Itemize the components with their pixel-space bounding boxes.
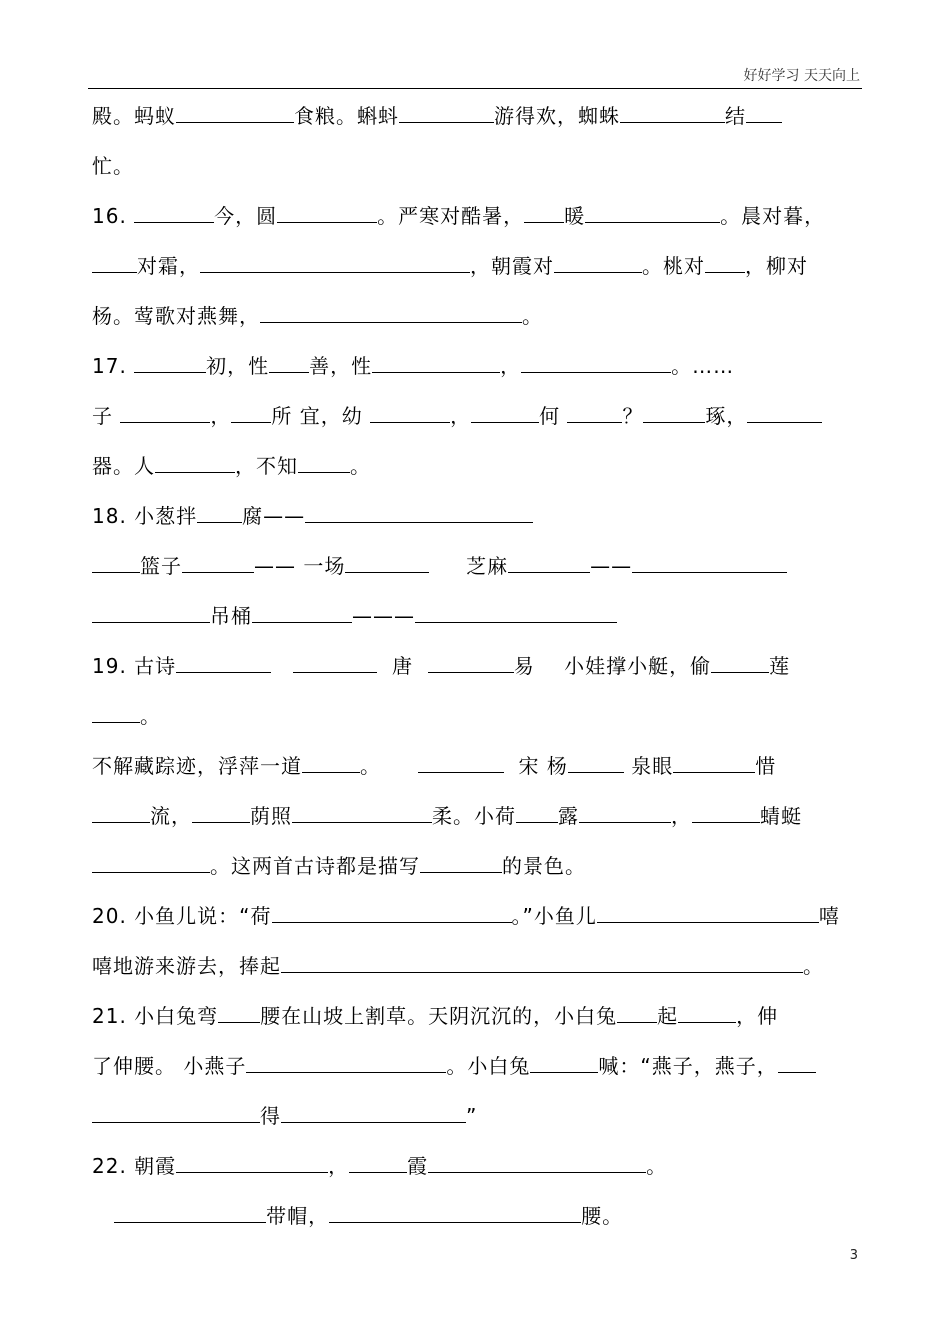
fill-in-blank[interactable]: [231, 398, 271, 423]
line-text: 莲: [769, 654, 791, 678]
fill-in-blank[interactable]: [673, 748, 755, 773]
line-text: 柔。小荷: [432, 804, 516, 828]
line-text: 。: [350, 454, 371, 478]
fill-in-blank[interactable]: [471, 398, 539, 423]
line-text: 子: [92, 404, 121, 428]
fill-in-blank[interactable]: [554, 248, 642, 273]
line-text: 腰在山坡上割草。天阴沉沉的，小白兔: [260, 1004, 618, 1028]
fill-in-blank[interactable]: [349, 1148, 407, 1173]
fill-in-blank[interactable]: [632, 548, 787, 573]
fill-in-blank[interactable]: [92, 1098, 260, 1123]
line-text: 喊：“燕子，燕子，: [598, 1054, 778, 1078]
worksheet-line: [92, 996, 862, 1046]
line-text: ——: [590, 554, 633, 578]
line-text: 唐: [377, 654, 428, 678]
fill-in-blank[interactable]: [200, 248, 470, 273]
worksheet-line: [92, 796, 862, 846]
fill-in-blank[interactable]: [678, 998, 736, 1023]
line-text: 16.: [92, 204, 135, 228]
line-text: [92, 1204, 114, 1228]
fill-in-blank[interactable]: [92, 698, 140, 723]
fill-in-blank[interactable]: [345, 548, 429, 573]
fill-in-blank[interactable]: [176, 1148, 328, 1173]
fill-in-blank[interactable]: [530, 1048, 598, 1073]
fill-in-blank[interactable]: [302, 748, 360, 773]
line-text: 。这两首古诗都是描写: [210, 854, 420, 878]
fill-in-blank[interactable]: [415, 598, 617, 623]
line-text: ，不知: [235, 454, 298, 478]
worksheet-line: [92, 496, 862, 546]
fill-in-blank[interactable]: [246, 1048, 446, 1073]
line-text: 腐——: [242, 504, 306, 528]
worksheet-line: [92, 646, 862, 696]
fill-in-blank[interactable]: [176, 98, 294, 123]
line-text: 腰。: [581, 1204, 624, 1228]
fill-in-blank[interactable]: [516, 798, 558, 823]
fill-in-blank[interactable]: [134, 198, 214, 223]
line-text: 18. 小葱拌: [92, 504, 198, 528]
fill-in-blank[interactable]: [585, 198, 720, 223]
fill-in-blank[interactable]: [597, 898, 819, 923]
line-text: 起: [657, 1004, 679, 1028]
line-text: 露: [558, 804, 579, 828]
line-text: ，: [671, 804, 692, 828]
worksheet-line: [92, 1046, 862, 1096]
worksheet-line: [92, 446, 862, 496]
line-text: —— 一场: [254, 554, 346, 578]
worksheet-line: [92, 96, 862, 146]
fill-in-blank[interactable]: [277, 198, 377, 223]
fill-in-blank[interactable]: [260, 298, 522, 323]
line-text: 了伸腰。 小燕子: [92, 1054, 247, 1078]
header-rule: [88, 88, 862, 89]
line-text: 20. 小鱼儿说：“荷: [92, 904, 272, 928]
fill-in-blank[interactable]: [620, 98, 725, 123]
fill-in-blank[interactable]: [218, 998, 260, 1023]
fill-in-blank[interactable]: [92, 848, 210, 873]
line-text: 暖: [564, 204, 586, 228]
fill-in-blank[interactable]: [92, 798, 150, 823]
fill-in-blank[interactable]: [281, 948, 803, 973]
line-text: 何: [539, 404, 568, 428]
worksheet-line: [92, 1096, 862, 1146]
worksheet-line: [92, 196, 862, 246]
fill-in-blank[interactable]: [428, 1148, 646, 1173]
line-text: 惜: [755, 754, 777, 778]
line-text: ，: [450, 404, 472, 428]
line-text: ”: [466, 1104, 478, 1128]
fill-in-blank[interactable]: [399, 98, 494, 123]
line-text: ，柳对: [745, 254, 808, 278]
line-text: 吊桶: [210, 604, 252, 628]
fill-in-blank[interactable]: [711, 648, 769, 673]
line-text: 篮子: [140, 554, 182, 578]
worksheet-line: [92, 596, 862, 646]
worksheet-line: [92, 546, 862, 596]
line-text: 宋 杨: [503, 754, 568, 778]
fill-in-blank[interactable]: [370, 398, 450, 423]
page-header: 好好学习 天天向上: [743, 68, 860, 84]
fill-in-blank[interactable]: [747, 398, 822, 423]
line-text: 殿。蚂蚁: [92, 104, 176, 128]
fill-in-blank[interactable]: [120, 398, 210, 423]
line-text: 霞: [407, 1154, 429, 1178]
fill-in-blank[interactable]: [134, 348, 206, 373]
line-text: 的景色。: [502, 854, 586, 878]
line-text: 对霜，: [137, 254, 200, 278]
line-text: 得: [260, 1104, 281, 1128]
worksheet-line: [92, 1146, 862, 1196]
fill-in-blank[interactable]: [269, 348, 309, 373]
line-text: 结: [725, 104, 746, 128]
line-text: 器。人: [92, 454, 155, 478]
fill-in-blank[interactable]: [92, 598, 210, 623]
line-text: ，朝霞对: [470, 254, 554, 278]
line-text: 21. 小白兔弯: [92, 1004, 219, 1028]
line-text: ？: [622, 404, 644, 428]
line-text: 。”小鱼儿: [511, 904, 597, 928]
line-text: 带帽，: [266, 1204, 330, 1228]
fill-in-blank[interactable]: [272, 898, 512, 923]
line-text: 荫照: [250, 804, 292, 828]
fill-in-blank[interactable]: [705, 248, 745, 273]
line-text: [271, 654, 293, 678]
fill-in-blank[interactable]: [182, 548, 254, 573]
worksheet-line: [92, 246, 862, 296]
fill-in-blank[interactable]: [508, 548, 590, 573]
line-text: 不解藏踪迹，浮萍一道: [92, 754, 302, 778]
line-text: 。: [522, 304, 543, 328]
line-text: 忙。: [92, 154, 134, 178]
line-text: 17.: [92, 354, 135, 378]
fill-in-blank[interactable]: [92, 248, 137, 273]
fill-in-blank[interactable]: [293, 648, 377, 673]
fill-in-blank[interactable]: [418, 748, 504, 773]
line-text: 所 宜，幼: [271, 404, 371, 428]
fill-in-blank[interactable]: [197, 498, 242, 523]
fill-in-blank[interactable]: [428, 648, 514, 673]
line-text: 。: [140, 704, 161, 728]
fill-in-blank[interactable]: [298, 448, 350, 473]
worksheet-line: [92, 696, 862, 746]
line-text: 易 小娃撑小艇，偷: [513, 654, 712, 678]
line-text: 。桃对: [642, 254, 705, 278]
line-text: 。严寒对酷暑，: [377, 204, 525, 228]
line-text: 。: [646, 1154, 668, 1178]
fill-in-blank[interactable]: [567, 398, 622, 423]
line-text: ，: [210, 404, 232, 428]
fill-in-blank[interactable]: [778, 1048, 816, 1073]
line-text: ———: [352, 604, 415, 628]
line-text: 琢，: [705, 404, 748, 428]
fill-in-blank[interactable]: [252, 598, 352, 623]
fill-in-blank[interactable]: [192, 798, 250, 823]
line-text: ，: [328, 1154, 350, 1178]
worksheet-line: [92, 146, 862, 196]
fill-in-blank[interactable]: [617, 998, 657, 1023]
line-text: 。: [803, 954, 824, 978]
line-text: 。小白兔: [446, 1054, 531, 1078]
line-text: 食粮。蝌蚪: [294, 104, 399, 128]
fill-in-blank[interactable]: [372, 348, 500, 373]
worksheet-line: [92, 296, 862, 346]
line-text: 嘻地游来游去，捧起: [92, 954, 281, 978]
fill-in-blank[interactable]: [114, 1198, 266, 1223]
line-text: ，伸: [736, 1004, 779, 1028]
line-text: 22. 朝霞: [92, 1154, 177, 1178]
line-text: 。……: [671, 354, 735, 378]
line-text: 善，性: [309, 354, 373, 378]
line-text: 泉眼: [623, 754, 674, 778]
line-text: 初，性: [206, 354, 270, 378]
worksheet-content: [92, 96, 862, 1246]
worksheet-line: [92, 846, 862, 896]
worksheet-line: [92, 1196, 862, 1246]
fill-in-blank[interactable]: [524, 198, 564, 223]
fill-in-blank[interactable]: [579, 798, 671, 823]
line-text: 。: [360, 754, 418, 778]
line-text: ，: [500, 354, 522, 378]
fill-in-blank[interactable]: [521, 348, 671, 373]
fill-in-blank[interactable]: [692, 798, 760, 823]
fill-in-blank[interactable]: [568, 748, 624, 773]
worksheet-line: [92, 396, 862, 446]
fill-in-blank[interactable]: [292, 798, 432, 823]
line-text: 嘻: [818, 904, 840, 928]
fill-in-blank[interactable]: [420, 848, 502, 873]
fill-in-blank[interactable]: [281, 1098, 466, 1123]
worksheet-line: [92, 896, 862, 946]
fill-in-blank[interactable]: [643, 398, 705, 423]
worksheet-line: [92, 946, 862, 996]
line-text: 芝麻: [429, 554, 509, 578]
line-text: 流，: [150, 804, 192, 828]
fill-in-blank[interactable]: [176, 648, 271, 673]
fill-in-blank[interactable]: [746, 98, 782, 123]
line-text: 今，圆: [214, 204, 278, 228]
fill-in-blank[interactable]: [305, 498, 533, 523]
page-number: 3: [849, 1248, 858, 1263]
line-text: 蜻蜓: [760, 804, 802, 828]
line-text: 游得欢，蜘蛛: [494, 104, 620, 128]
fill-in-blank[interactable]: [92, 548, 140, 573]
line-text: 。晨对暮，: [720, 204, 826, 228]
line-text: 19. 古诗: [92, 654, 177, 678]
worksheet-line: [92, 746, 862, 796]
worksheet-line: [92, 346, 862, 396]
fill-in-blank[interactable]: [155, 448, 235, 473]
line-text: 杨。莺歌对燕舞，: [92, 304, 260, 328]
fill-in-blank[interactable]: [329, 1198, 581, 1223]
